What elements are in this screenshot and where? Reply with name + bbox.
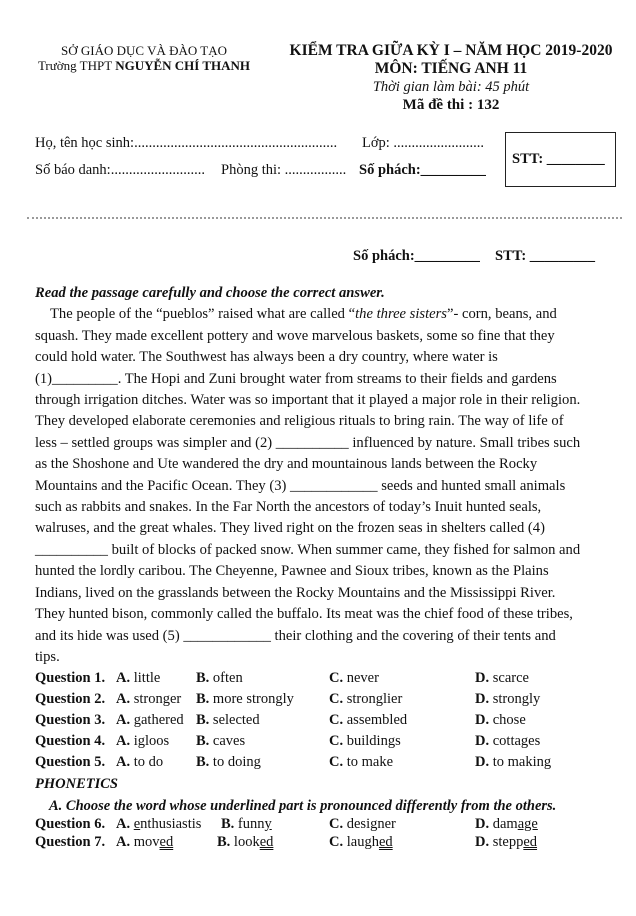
option-text: laugh	[346, 834, 379, 850]
option-letter: B.	[217, 834, 231, 850]
passage-line: squash. They made excellent pottery and wove marvelous baskets, some so fine that they	[35, 327, 555, 344]
option-d[interactable]	[475, 834, 537, 851]
option-a[interactable]	[116, 816, 201, 833]
option-text: stronglier	[346, 691, 403, 707]
option-text: little	[133, 670, 161, 686]
underlined-part: y	[264, 816, 272, 832]
stt-box[interactable]	[505, 132, 616, 187]
option-letter: B.	[196, 754, 210, 770]
option-c[interactable]	[329, 754, 393, 771]
passage-line: They hunted bison, commonly called the buffalo. Its meat was the chief food of these tribes,	[35, 606, 573, 623]
option-letter: A.	[116, 754, 131, 770]
passage-line: such as rabbits and snakes. In the Far North the ancestors of today’s Inuit hunted seals,	[35, 499, 542, 516]
option-a[interactable]	[116, 670, 160, 687]
option-text: nthusiastis	[140, 816, 202, 832]
passage-line: Indians, lived on the grasslands between the Rocky Mountains and the Mississippi River.	[35, 584, 556, 601]
question-number: Question 7.	[35, 834, 106, 850]
underlined-part: ed	[259, 834, 274, 850]
option-text: to doing	[212, 754, 261, 770]
school-prefix: Trường THPT	[37, 58, 116, 73]
option-text: never	[346, 670, 379, 686]
option-letter: B.	[196, 670, 210, 686]
phonetics-heading: PHONETICS	[35, 776, 118, 792]
option-text: stronger	[133, 691, 182, 707]
option-text: more strongly	[212, 691, 294, 707]
underlined-part: ed	[523, 834, 538, 850]
option-b[interactable]	[196, 754, 261, 771]
passage-line: hunted the lordly caribou. The Cheyenne, Pawnee and Sioux tribes, known as the Plains	[35, 563, 549, 580]
passage-line: and its hide was used (5) ____________ their clothing and the covering of their tents and	[35, 627, 556, 644]
option-d[interactable]	[475, 712, 526, 729]
passage-line: Mountains and the Pacific Ocean. They (3) ____________ seeds and hunted small animals	[35, 477, 566, 494]
question-number: Question 2.	[35, 691, 106, 707]
passage-line: walruses, and the great whales. They lived right on the frozen seas in shelters called (4)	[35, 520, 545, 537]
question-number: Question 5.	[35, 754, 106, 770]
school-name: NGUYỄN CHÍ THANH	[115, 58, 251, 73]
option-letter: B.	[221, 816, 235, 832]
option-letter: A.	[116, 712, 131, 728]
option-a[interactable]	[116, 733, 169, 750]
detach-stt: STT: _________	[495, 248, 596, 264]
option-c[interactable]	[329, 670, 379, 687]
option-a[interactable]	[116, 712, 184, 729]
option-text: strongly	[492, 691, 541, 707]
option-text: scarce	[492, 670, 529, 686]
candidate-number-field[interactable]: Số báo danh:..........................	[35, 162, 205, 178]
option-c[interactable]	[329, 691, 402, 708]
option-a[interactable]	[116, 754, 163, 771]
reading-passage	[35, 283, 625, 668]
option-b[interactable]	[221, 816, 272, 833]
option-text: gathered	[133, 712, 184, 728]
option-text: igloos	[133, 733, 170, 749]
exam-duration: Thời gian làm bài: 45 phút	[372, 79, 530, 95]
option-letter: C.	[329, 670, 344, 686]
underlined-part: ed	[378, 834, 393, 850]
option-text: caves	[212, 733, 246, 749]
option-text: dam	[492, 816, 518, 832]
question-row	[35, 733, 625, 754]
option-d[interactable]	[475, 816, 538, 833]
option-text: assembled	[346, 712, 408, 728]
question-number: Question 3.	[35, 712, 106, 728]
question-row	[35, 834, 625, 855]
option-text: to do	[133, 754, 164, 770]
option-text: funn	[237, 816, 265, 832]
so-phach-field[interactable]: Số phách:_________	[359, 162, 486, 178]
option-c[interactable]	[329, 712, 407, 729]
option-letter: D.	[475, 816, 490, 832]
option-c[interactable]	[329, 733, 401, 750]
option-text: stepp	[492, 834, 524, 850]
option-letter: A.	[116, 691, 131, 707]
option-c[interactable]	[329, 834, 393, 851]
underlined-part: e	[133, 816, 141, 832]
option-b[interactable]	[196, 712, 260, 729]
option-b[interactable]	[217, 834, 273, 851]
passage-line: tips.	[35, 648, 60, 665]
exam-subject: MÔN: TIẾNG ANH 11	[374, 60, 528, 77]
option-text: chose	[492, 712, 526, 728]
option-d[interactable]	[475, 733, 540, 750]
passage-line	[35, 304, 625, 325]
exam-room-field[interactable]: Phòng thi: .................	[221, 162, 347, 178]
passage-line: could hold water. The Southwest has always been a dry country, where water is	[35, 349, 498, 366]
option-text: to making	[492, 754, 552, 770]
underlined-part: g	[370, 816, 378, 832]
option-letter: C.	[329, 691, 344, 707]
option-a[interactable]	[116, 691, 181, 708]
option-b[interactable]	[196, 670, 243, 687]
passage-line: as the Shoshone and Ute wandered the dry and mountainous lands between the Rocky	[35, 456, 538, 473]
question-number: Question 6.	[35, 816, 106, 832]
exam-code: Mã đề thi : 132	[402, 97, 500, 113]
passage-line: through irrigation ditches. Water was so important that it played a major role in their religion.	[35, 392, 581, 409]
reading-instruction: Read the passage carefully and choose the correct answer.	[35, 285, 385, 301]
option-d[interactable]	[475, 754, 551, 771]
option-text: selected	[212, 712, 260, 728]
option-d[interactable]	[475, 670, 529, 687]
option-letter: D.	[475, 670, 490, 686]
option-a[interactable]	[116, 834, 173, 851]
exam-header	[286, 42, 616, 114]
passage-text: The people of the “pueblos” raised what are called “	[50, 306, 356, 323]
option-letter: C.	[329, 816, 344, 832]
exam-title: KIỂM TRA GIỮA KỲ I – NĂM HỌC 2019-2020	[289, 42, 613, 59]
option-letter: D.	[475, 754, 490, 770]
option-letter: B.	[196, 712, 210, 728]
option-text: ner	[377, 816, 396, 832]
student-name-field[interactable]: Họ, tên học sinh:........................................................	[35, 135, 338, 151]
option-letter: A.	[116, 670, 131, 686]
question-row	[35, 754, 625, 775]
option-b[interactable]	[196, 733, 245, 750]
option-letter: C.	[329, 733, 344, 749]
option-letter: D.	[475, 834, 490, 850]
option-letter: A.	[116, 834, 131, 850]
option-letter: A.	[116, 816, 131, 832]
passage-line: __________ built of blocks of packed snow. When summer came, they fished for salmon and	[35, 541, 581, 558]
passage-line: less – settled groups was simpler and (2) __________ influenced by nature. Small tribes such	[35, 434, 581, 451]
detach-so-phach: Số phách:_________	[353, 248, 480, 264]
option-text: look	[233, 834, 260, 850]
question-number: Question 4.	[35, 733, 106, 749]
passage-line: They developed elaborate ceremonies and religious rituals to bring rain. The way of life of	[35, 413, 564, 430]
underlined-part: ed	[159, 834, 174, 850]
option-c[interactable]	[329, 816, 396, 833]
italic-phrase: the three sisters	[355, 306, 447, 323]
option-text: desi	[346, 816, 371, 832]
question-number: Question 1.	[35, 670, 106, 686]
option-text: buildings	[346, 733, 401, 749]
option-letter: C.	[329, 754, 344, 770]
school-header	[36, 43, 252, 73]
option-text: often	[212, 670, 243, 686]
school-line	[36, 58, 252, 73]
passage-text: ”- corn, beans, and	[446, 306, 557, 323]
department-name: SỞ GIÁO DỤC VÀ ĐÀO TẠO	[61, 43, 227, 58]
option-d[interactable]	[475, 691, 540, 708]
option-letter: D.	[475, 733, 490, 749]
passage-line: (1)_________. The Hopi and Zuni brought water from streams to their fields and gardens	[35, 370, 557, 387]
option-letter: D.	[475, 712, 490, 728]
question-row	[35, 691, 625, 712]
option-text: to make	[346, 754, 394, 770]
option-letter: C.	[329, 712, 344, 728]
stt-label: STT: ________	[512, 151, 605, 167]
option-b[interactable]	[196, 691, 294, 708]
cut-line-divider	[27, 217, 622, 219]
option-letter: B.	[196, 733, 210, 749]
option-text: mov	[133, 834, 160, 850]
option-text: cottages	[492, 733, 541, 749]
option-letter: A.	[116, 733, 131, 749]
question-row	[35, 712, 625, 733]
phonetics-instruction: A. Choose the word whose underlined part is pronounced differently from the others.	[49, 798, 557, 814]
option-letter: D.	[475, 691, 490, 707]
underlined-part: age	[517, 816, 538, 832]
option-letter: C.	[329, 834, 344, 850]
class-field[interactable]: Lớp: .........................	[362, 135, 485, 151]
question-row	[35, 670, 625, 691]
option-letter: B.	[196, 691, 210, 707]
